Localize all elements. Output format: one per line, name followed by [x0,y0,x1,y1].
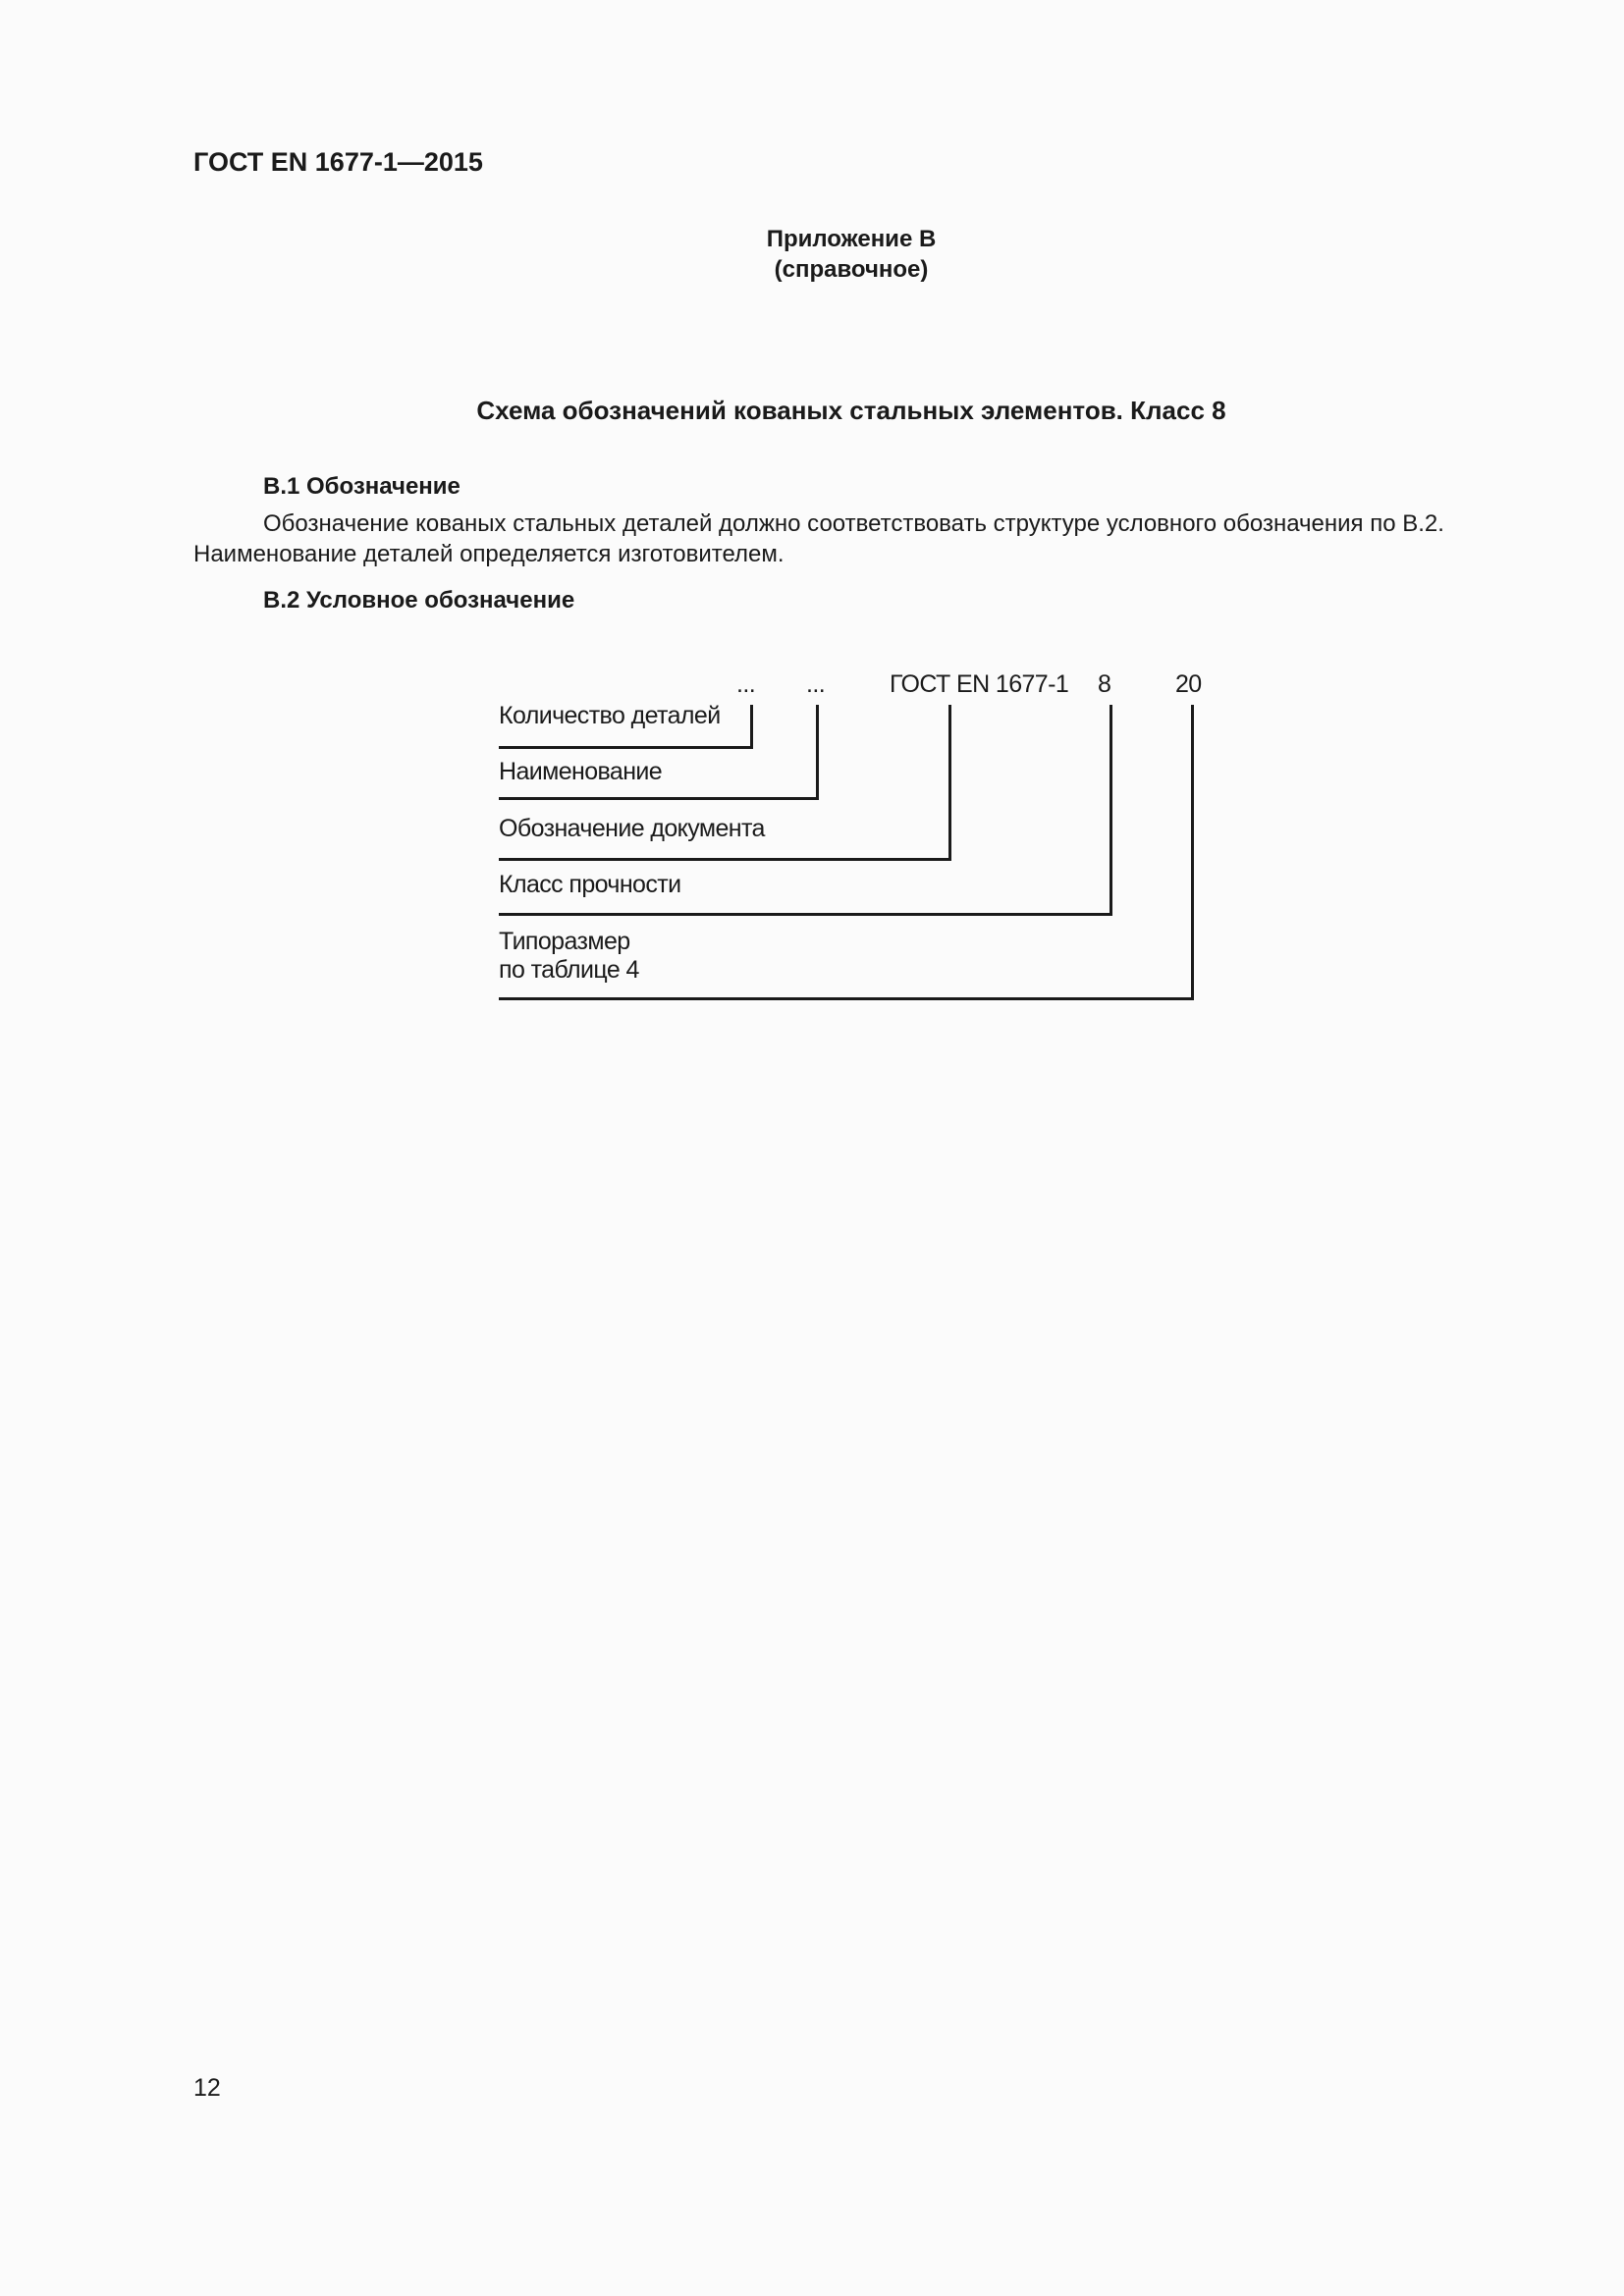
diagram-item-class: 8 [1098,670,1111,698]
diagram-item-size: 20 [1175,670,1202,698]
diagram-label-class: Класс прочности [499,871,681,898]
diagram-item-name: ... [806,670,826,698]
leader-line-vertical [750,705,753,749]
leader-line-horizontal [499,913,1112,916]
subsection-heading-b1: B.1 Обозначение [263,473,460,500]
diagram-label-size-line2: по таблице 4 [499,956,639,984]
leader-line-vertical [948,705,951,861]
paragraph-line: Обозначение кованых стальных деталей должно соответствовать структуре условного обозначения по B.2. [263,510,1444,537]
leader-line-vertical [816,705,819,800]
page-number: 12 [193,2074,221,2102]
diagram-label-name: Наименование [499,758,663,785]
leader-line-horizontal [499,997,1194,1000]
diagram-label-size: Типоразмер [499,928,630,955]
leader-line-horizontal [499,797,819,800]
diagram-item-quantity: ... [736,670,756,698]
leader-line-horizontal [499,746,753,749]
document-code: ГОСТ EN 1677-1—2015 [193,147,483,177]
diagram-label-quantity: Количество деталей [499,702,721,729]
diagram-label-document: Обозначение документа [499,815,765,842]
leader-line-vertical [1191,705,1194,1000]
leader-line-horizontal [499,858,951,861]
paragraph-line: Наименование деталей определяется изготовителем. [193,541,785,567]
subsection-heading-b2: B.2 Условное обозначение [263,587,575,614]
appendix-note: (справочное) [774,256,929,283]
section-title: Схема обозначений кованых стальных элементов. Класс 8 [476,396,1226,425]
diagram-item-document: ГОСТ EN 1677-1 [890,670,1069,698]
appendix-title: Приложение B [766,226,937,252]
leader-line-vertical [1110,705,1112,916]
